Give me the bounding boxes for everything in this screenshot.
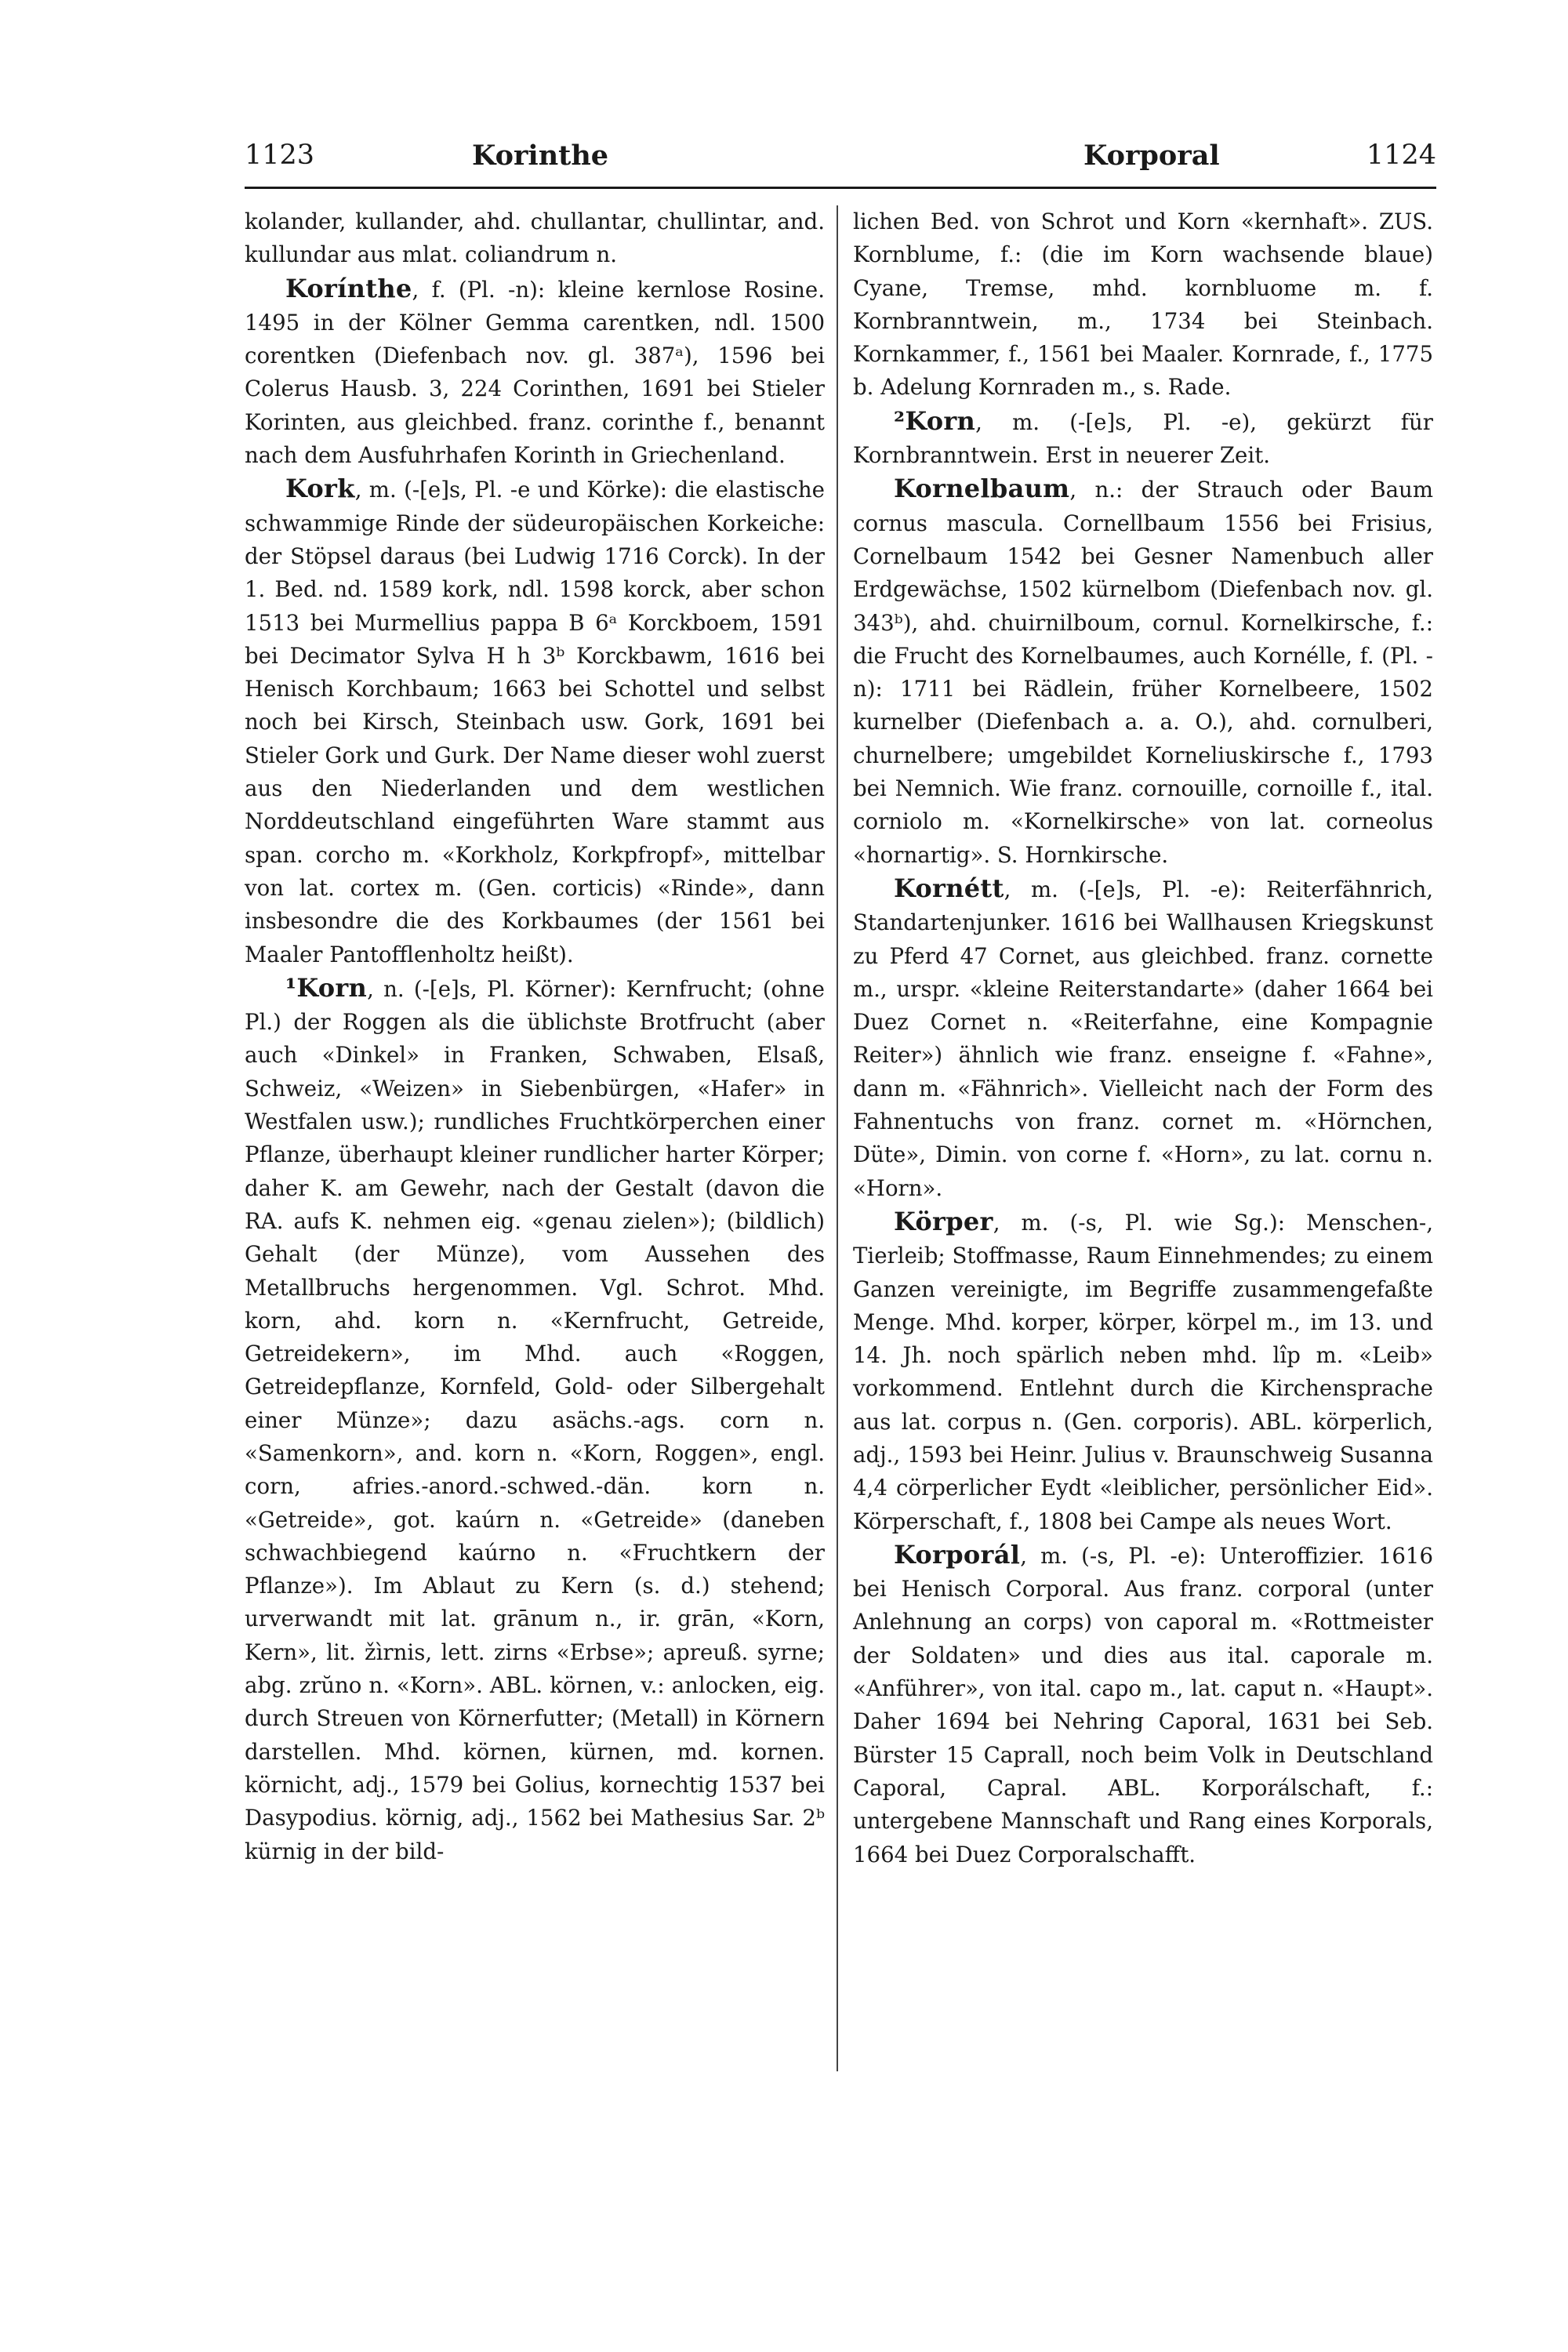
- column-divider: [837, 205, 838, 2071]
- right-page-number: 1124: [1366, 140, 1436, 171]
- right-running-head: Korporal: [1083, 140, 1220, 172]
- entry-kornett: Kornétt, m. (-[e]s, Pl. -e): Reiterfähnrich, Standartenjunker. 1616 bei Wallhausen Kriegskunst zu Pferd 47 Cornet, aus gleichbed. franz. cornette m., urspr. «kleine Reiterstandarte» (daher 1664 bei Duez Cornet n. «Reiterfahne, eine Kompagnie Reiter») ähnlich wie franz. enseigne f. «Fahne», dann m. «Fähnrich». Vielleicht nach der Form des Fahnentuchs von franz. cornet m. «Hörnchen, Düte», Dimin. von corne f. «Horn», zu lat. cornu n. «Horn».: [853, 873, 1433, 1201]
- headword: Korporál: [894, 1539, 1021, 1570]
- headword: Körper: [894, 1206, 993, 1236]
- entry-korn-1: ¹Korn, n. (-[e]s, Pl. Körner): Kernfrucht; (ohne Pl.) der Roggen als die üblichste Brotfrucht (aber auch «Dinkel» in Franken, Schwaben, Elsaß, Schweiz, «Weizen» in Siebenbürgen, «Hafer» in Westfalen usw.); rundliches Fruchtkörperchen einer Pflanze, überhaupt kleiner rundlicher harter Körper; daher K. am Gewehr, nach der Gestalt (davon die RA. aufs K. nehmen eig. «genau zielen»); (bildlich) Gehalt (der Münze), vom Aussehen des Metallbruchs hergenommen. Vgl. Schrot. Mhd. korn, ahd. korn n. «Kernfrucht, Getreide, Getreidekern», im Mhd. auch «Roggen, Getreidepflanze, Kornfeld, Gold- oder Silbergehalt einer Münze»; dazu asächs.-ags. corn n. «Samenkorn», and. korn n. «Korn, Roggen», engl. corn, afries.-anord.-schwed.-dän. korn n. «Getreide», got. kaúrn n. «Getreide» (daneben schwachbiegend kaúrno n. «Fruchtkern der Pflanze»). Im Ablaut zu Kern (s. d.) stehend; urverwandt mit lat. grānum n., ir. grān, «Korn, Kern», lit. žìrnis, lett. zirns «Erbse»; apreuß. syrne; abg. zrŭno n. «Korn». ABL. körnen, v.: anlocken, eig. durch Streuen von Körnerfutter; (Metall) in Körnern darstellen. Mhd. körnen, kürnen, md. kornen. körnicht, adj., 1579 bei Golius, kornechtig 1537 bei Dasypodius. körnig, adj., 1562 bei Mathesius Sar. 2ᵇ kürnig in der bild-: [245, 972, 825, 1864]
- page-header: [245, 140, 1436, 187]
- header-rule: [245, 187, 1436, 189]
- entry-kornelbaum: Kornelbaum, n.: der Strauch oder Baum cornus mascula. Cornellbaum 1556 bei Frisius, Cornelbaum 1542 bei Gesner Namenbuch aller Erdgewächse, 1502 kürnelbom (Diefenbach nov. gl. 343ᵇ), ahd. chuirnilboum, cornul. Kornelkirsche, f.: die Frucht des Kornelbaumes, auch Kornélle, f. (Pl. -n): 1711 bei Rädlein, früher Kornelbeere, 1502 kurnelber (Diefenbach a. a. O.), ahd. cornulberi, churnelbere; umgebildet Korneliuskirsche f., 1793 bei Nemnich. Wie franz. cornouille, cornoille f., ital. corniolo m. «Kornelkirsche» von lat. corneolus «hornartig». S. Hornkirsche.: [853, 474, 1433, 868]
- headword: Kornétt: [894, 873, 1004, 903]
- headword: ²Korn: [894, 405, 976, 436]
- entry-korinthe: Korínthe, f. (Pl. -n): kleine kernlose Rosine. 1495 in der Kölner Gemma carentken, ndl. 1500 corentken (Diefenbach nov. gl. 387ᵃ), 1596 bei Colerus Hausb. 3, 224 Corinthen, 1691 bei Stieler Korinten, aus gleichbed. franz. corinthe f., benannt nach dem Ausfuhrhafen Korinth in Griechenland.: [245, 273, 825, 469]
- entry-korn-1-continuation: lichen Bed. von Schrot und Korn «kernhaft». ZUS. Kornblume, f.: (die im Korn wachsende blaue) Cyane, Tremse, mhd. kornbluome m. f. Kornbranntwein, m., 1734 bei Steinbach. Kornkammer, f., 1561 bei Maaler. Kornrade, f., 1775 b. Adelung Kornraden m., s. Rade.: [853, 209, 1433, 401]
- entry-korporal: Korporál, m. (-s, Pl. -e): Unteroffizier. 1616 bei Henisch Corporal. Aus franz. corporal (unter Anlehnung an corps) von caporal m. «Rottmeister der Soldaten» und dies aus ital. caporale m. «Anführer», von ital. capo m., lat. caput n. «Haupt». Daher 1694 bei Nehring Caporal, 1631 bei Seb. Bürster 15 Caprall, noch beim Volk in Deutschland Caporal, Capral. ABL. Korporálschaft, f.: untergebene Mannschaft und Rang eines Korporals, 1664 bei Duez Corporalschafft.: [853, 1539, 1433, 1867]
- entry-kork: Kork, m. (-[e]s, Pl. -e und Körke): die elastische schwammige Rinde der südeuropäischen Korkeiche: der Stöpsel daraus (bei Ludwig 1716 Corck). In der 1. Bed. nd. 1589 kork, ndl. 1598 korck, aber schon 1513 bei Murmellius pappa B 6ᵃ Korckboem, 1591 bei Decimator Sylva H h 3ᵇ Korckbawm, 1616 bei Henisch Korchbaum; 1663 bei Schottel und selbst noch bei Kirsch, Steinbach usw. Gork, 1691 bei Stieler Gork und Gurk. Der Name dieser wohl zuerst aus den Niederlanden und dem westlichen Norddeutschland eingeführten Ware stammt aus span. corcho m. «Korkholz, Korkpfropf», mittelbar von lat. cortex m. (Gen. corticis) «Rinde», dann insbesondre die des Korkbaumes (der 1561 bei Maaler Pantofflenholtz heißt).: [245, 474, 825, 967]
- headword: Korínthe: [285, 273, 412, 303]
- left-page-number: 1123: [245, 140, 315, 171]
- left-column: [245, 205, 825, 1868]
- entry-koriander-continuation: kolander, kullander, ahd. chullantar, chullintar, and. kullundar aus mlat. coliandrum n.: [245, 209, 825, 268]
- entry-koerper: Körper, m. (-s, Pl. wie Sg.): Menschen-, Tierleib; Stoffmasse, Raum Einnehmendes; zu einem Ganzen vereinigte, im Begriffe zusammengefaßte Menge. Mhd. korper, körper, körpel m., im 13. und 14. Jh. noch spärlich neben mhd. lîp m. «Leib» vorkommend. Entlehnt durch die Kirchensprache aus lat. corpus n. (Gen. corporis). ABL. körperlich, adj., 1593 bei Heinr. Julius v. Braunschweig Susanna 4,4 cörperlicher Eydt «leiblicher, persönlicher Eid». Körperschaft, f., 1808 bei Campe als neues Wort.: [853, 1206, 1433, 1534]
- headword: Kork: [285, 474, 355, 504]
- headword: ¹Korn: [285, 972, 368, 1003]
- headword: Kornelbaum: [894, 474, 1070, 504]
- left-running-head: Korinthe: [472, 140, 609, 172]
- entry-korn-2: ²Korn, m. (-[e]s, Pl. -e), gekürzt für Kornbranntwein. Erst in neuerer Zeit.: [853, 405, 1433, 469]
- right-column: [853, 205, 1433, 1871]
